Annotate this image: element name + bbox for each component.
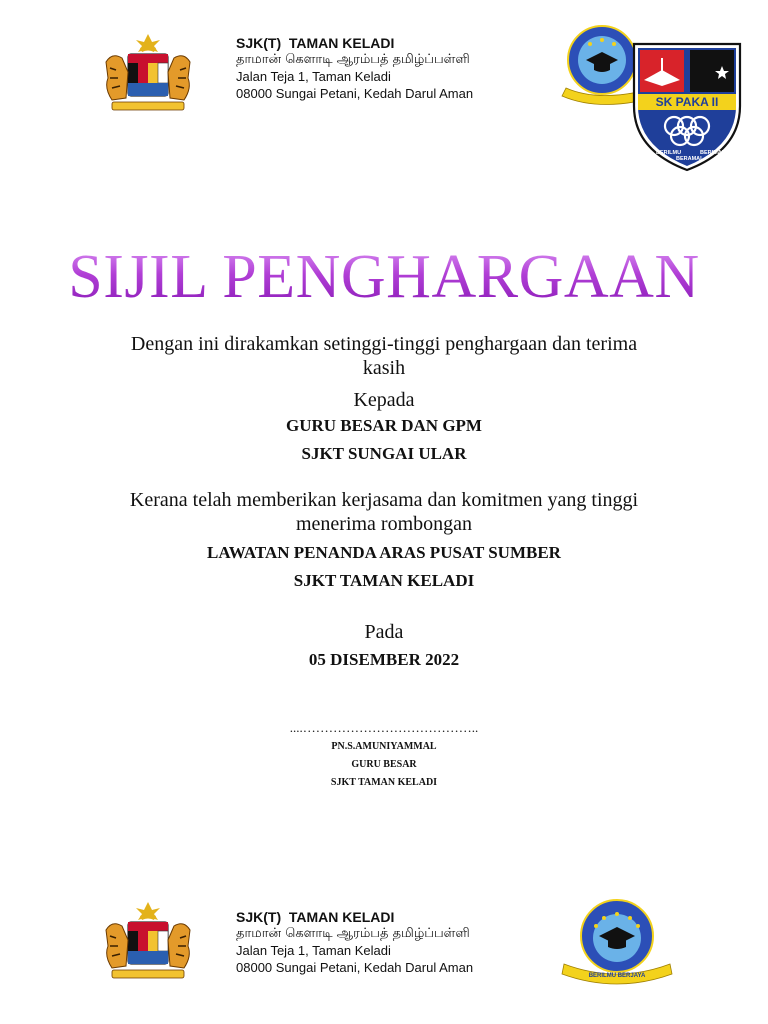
school-address-line1-footer: Jalan Teja 1, Taman Keladi bbox=[236, 943, 391, 959]
signatory-name: PN.S.AMUNIYAMMAL bbox=[331, 741, 437, 752]
recipient-line-1: GURU BESAR DAN GPM bbox=[286, 416, 482, 435]
intro-line-1: Dengan ini dirakamkan setinggi-tinggi penghargaan dan terima bbox=[130, 333, 638, 355]
malaysia-coat-of-arms-icon bbox=[98, 32, 198, 114]
signature-dots: ....………………………………….. bbox=[289, 720, 479, 735]
school-address-line1: Jalan Teja 1, Taman Keladi bbox=[236, 69, 391, 85]
event-line-1: LAWATAN PENANDA ARAS PUSAT SUMBER bbox=[207, 543, 561, 562]
sk-banner-text: SK PAKA II bbox=[655, 95, 719, 109]
event-line-2: SJKT TAMAN KELADI bbox=[293, 571, 475, 590]
sk-ribbon-text-3: BERIMAN bbox=[700, 150, 726, 156]
school-logo-icon bbox=[560, 896, 674, 986]
intro-line-2: kasih bbox=[362, 357, 406, 379]
school-name: SJK(T) TAMAN KELADI bbox=[236, 35, 395, 51]
sk-paka-ii-logo-icon bbox=[626, 40, 748, 174]
sk-ribbon-text-2: BERAMAL bbox=[676, 156, 704, 162]
school-address-line2-footer: 08000 Sungai Petani, Kedah Darul Aman bbox=[236, 959, 474, 975]
reason-line-2: menerima rombongan bbox=[295, 513, 473, 535]
malaysia-coat-of-arms-icon bbox=[98, 900, 198, 982]
date-label: Pada bbox=[364, 621, 404, 643]
school-ribbon-text: BERILMU BERJAYA bbox=[588, 973, 646, 979]
certificate-title: SIJIL PENGHARGAAN bbox=[0, 242, 768, 313]
school-address-line2: 08000 Sungai Petani, Kedah Darul Aman bbox=[236, 85, 474, 101]
sk-ribbon-text-1: BERILMU bbox=[656, 150, 682, 156]
school-name-footer: SJK(T) TAMAN KELADI bbox=[236, 909, 395, 925]
date-value: 05 DISEMBER 2022 bbox=[308, 650, 460, 669]
school-name-tamil: தாமான் கெளாடி ஆரம்பத் தமிழ்ப்பள்ளி bbox=[236, 52, 470, 68]
signatory-position: GURU BESAR bbox=[351, 759, 417, 770]
signatory-school: SJKT TAMAN KELADI bbox=[330, 777, 438, 788]
school-name-tamil-footer: தாமான் கெளாடி ஆரம்பத் தமிழ்ப்பள்ளி bbox=[236, 926, 470, 942]
reason-line-1: Kerana telah memberikan kerjasama dan komitmen yang tinggi bbox=[129, 489, 639, 511]
to-label: Kepada bbox=[353, 389, 415, 411]
recipient-line-2: SJKT SUNGAI ULAR bbox=[301, 444, 467, 463]
